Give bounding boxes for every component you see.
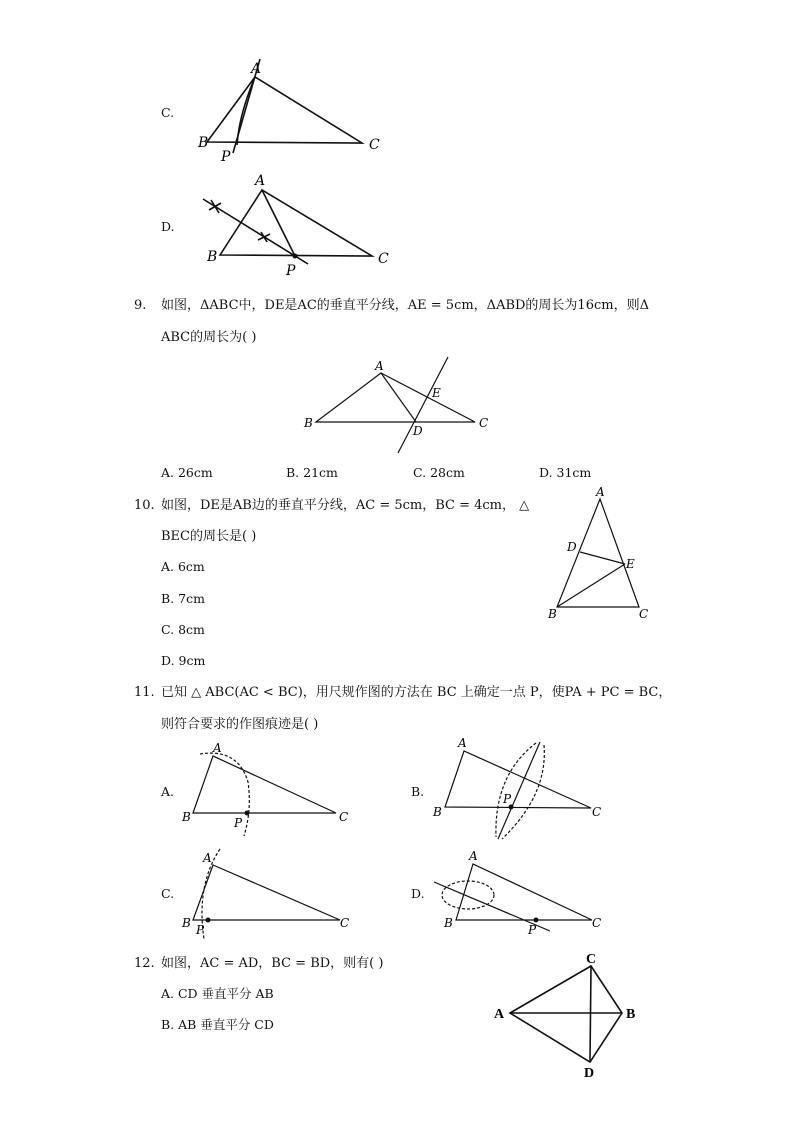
q10-label-b: B: [548, 607, 557, 621]
q9-stem-line1: 如图，ΔABC中，DE是AC的垂直平分线，AE = 5cm，ΔABD的周长为16cm，则Δ: [161, 298, 649, 313]
q9-segment-ad: [381, 373, 416, 422]
q11c-label-c: C: [340, 916, 350, 930]
q10-option-d[interactable]: D. 9cm: [161, 653, 206, 668]
q8c-label-b: B: [198, 135, 209, 151]
q8c-label-c: C: [369, 137, 380, 153]
q11-stem-line2: 则符合要求的作图痕迹是( ): [161, 717, 319, 732]
q10-figure: [540, 485, 660, 625]
q8d-label-c: C: [378, 251, 389, 267]
q10-label-e: E: [626, 557, 635, 571]
q11c-label-p: P: [196, 923, 205, 937]
q9-option-c[interactable]: C. 28cm: [413, 465, 465, 480]
q8d-arc-mark-1: [209, 200, 221, 213]
q9-option-d[interactable]: D. 31cm: [539, 465, 592, 480]
q8d-label-p: P: [286, 263, 296, 279]
q8-figure-c: [195, 55, 395, 165]
q11-option-a-label[interactable]: A.: [161, 784, 175, 799]
q11d-label-p: P: [528, 923, 537, 937]
q11-option-d-label[interactable]: D.: [411, 886, 425, 901]
q9-figure: [300, 355, 500, 455]
q8-option-c-label[interactable]: C.: [161, 105, 175, 120]
q9-stem-line2: ABC的周长为( ): [161, 330, 257, 345]
q11b-label-b: B: [433, 805, 442, 819]
q12-label-b: B: [626, 1007, 636, 1022]
q9-label-a: A: [375, 359, 384, 373]
q9-triangle: [316, 373, 475, 422]
q10-number: 10.: [134, 498, 155, 513]
q12-option-a[interactable]: A. CD 垂直平分 AB: [161, 986, 274, 1001]
q8d-label-b: B: [207, 249, 218, 265]
q11-figure-d: [430, 845, 610, 945]
q10-segment-be: [557, 564, 625, 607]
q10-option-c[interactable]: C. 8cm: [161, 622, 205, 637]
q11c-triangle: [193, 865, 340, 920]
q9-perpendicular-bisector: [398, 357, 448, 453]
q12-diagonal-cd: [590, 966, 591, 1062]
q8c-label-a: A: [251, 61, 262, 77]
q12-figure: [490, 945, 650, 1085]
q12-label-c: C: [586, 952, 597, 967]
q12-label-a: A: [494, 1007, 505, 1022]
q10-segment-de: [580, 552, 625, 564]
q8d-point-p: [293, 254, 298, 259]
q12-number: 12.: [134, 956, 155, 971]
q10-label-d: D: [567, 540, 577, 554]
q12-label-d: D: [584, 1066, 595, 1081]
q11-stem-line1: 已知 △ ABC(AC < BC)，用尺规作图的方法在 BC 上确定一点 P，使PA + PC = BC，: [161, 685, 672, 700]
q10-label-a: A: [596, 485, 605, 499]
q11-number: 11.: [134, 685, 155, 700]
q11d-label-a: A: [469, 849, 478, 863]
q11d-label-c: C: [592, 916, 602, 930]
q11-figure-c: [180, 845, 360, 945]
q11d-arcs: [442, 881, 494, 909]
q11a-label-b: B: [182, 810, 191, 824]
q11b-bisector-line: [498, 742, 540, 839]
q11b-label-a: A: [458, 736, 467, 750]
q11a-label-c: C: [339, 810, 349, 824]
q10-stem-line2: BEC的周长是( ): [161, 529, 257, 544]
q11b-label-c: C: [592, 805, 602, 819]
q12-option-b[interactable]: B. AB 垂直平分 CD: [161, 1017, 274, 1032]
q11d-point-p: [534, 918, 539, 923]
q11-figure-a: [180, 740, 360, 840]
q11c-label-b: B: [182, 916, 191, 930]
q11-figure-b: [430, 735, 610, 845]
q9-label-b: B: [304, 416, 313, 430]
q9-label-d: D: [413, 424, 423, 438]
q9-label-c: C: [479, 416, 489, 430]
q10-label-c: C: [639, 607, 649, 621]
q11b-arc-1: [496, 743, 536, 837]
q10-option-a[interactable]: A. 6cm: [161, 559, 205, 574]
q9-option-a[interactable]: A. 26cm: [161, 465, 213, 480]
q8-figure-d: [195, 170, 405, 280]
q8-option-d-label[interactable]: D.: [161, 219, 175, 234]
q9-number: 9.: [134, 298, 147, 313]
q11a-label-a: A: [213, 741, 222, 755]
q12-quadrilateral: [510, 966, 622, 1062]
q11a-triangle: [193, 756, 336, 813]
q11-option-b-label[interactable]: B.: [411, 784, 425, 799]
q11c-label-a: A: [203, 851, 212, 865]
q11-option-c-label[interactable]: C.: [161, 886, 175, 901]
q8d-label-a: A: [255, 173, 266, 189]
q11c-point-p: [206, 918, 211, 923]
q11b-label-p: P: [503, 792, 512, 806]
q11a-label-p: P: [234, 816, 243, 830]
q11d-label-b: B: [444, 916, 453, 930]
q9-option-b[interactable]: B. 21cm: [286, 465, 338, 480]
q10-stem-line1: 如图，DE是AB边的垂直平分线，AC = 5cm，BC = 4cm， △: [161, 498, 530, 513]
q11b-triangle: [445, 751, 591, 808]
q12-stem-line1: 如图，AC = AD，BC = BD，则有( ): [161, 956, 384, 971]
q10-option-b[interactable]: B. 7cm: [161, 591, 205, 606]
q11d-triangle: [456, 864, 592, 920]
q9-label-e: E: [432, 386, 441, 400]
q11a-point-p: [245, 811, 250, 816]
q8c-label-p: P: [221, 149, 231, 165]
q8c-triangle: [207, 77, 362, 143]
